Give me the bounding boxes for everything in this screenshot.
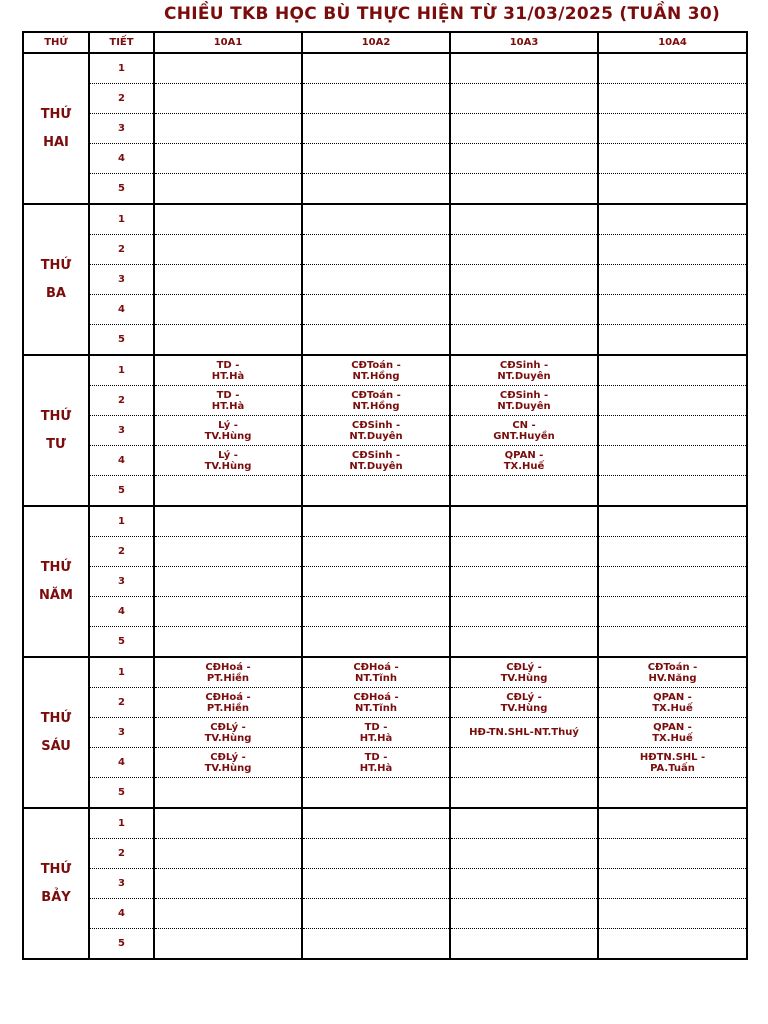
lesson-text-line: NT.Hồng [352,370,400,382]
lesson-cell-10a4 [598,476,747,507]
lesson-text-line: HĐTN.SHL - [639,751,706,763]
day-cell [23,204,89,355]
period-number: 4 [89,446,154,476]
lesson-cell-10a4 [598,355,747,386]
lesson-cell-10a1 [154,839,302,869]
lesson-cell-10a1 [154,325,302,356]
lesson-cell-10a3 [450,446,598,476]
lesson-text-line: CĐToán - [351,389,401,401]
lesson-text-line: CĐLý - [506,691,542,703]
period-number: 2 [89,688,154,718]
lesson-text-line: CĐSinh - [499,389,549,401]
table-row [23,597,747,627]
lesson-cell-10a3 [450,688,598,718]
table-row [23,355,747,386]
lesson-cell-10a4 [598,114,747,144]
lesson-text-line: TD - [364,721,388,733]
table-row [23,627,747,658]
lesson-text-line: NT.Tĩnh [355,702,397,714]
lesson-cell-10a3 [450,114,598,144]
day-label-line2: HAI [43,134,69,150]
lesson-cell-10a1 [154,778,302,809]
lesson-text-line: CĐHoá - [353,691,399,703]
table-row [23,84,747,114]
lesson-cell-10a1 [154,204,302,235]
table-row [23,174,747,205]
table-row [23,235,747,265]
lesson-cell-10a4 [598,204,747,235]
period-number: 4 [89,748,154,778]
table-row [23,748,747,778]
header-class-10a2: 10A2 [302,32,450,53]
table-row [23,114,747,144]
day-label-line1: THỨ [40,559,72,575]
lesson-cell-10a2 [302,778,450,809]
lesson-cell-10a2 [302,839,450,869]
period-number: 5 [89,778,154,809]
lesson-cell-10a3 [450,808,598,839]
lesson-text-line: TV.Hùng [204,460,252,472]
lesson-text-line: NT.Duyên [349,430,403,442]
table-row [23,144,747,174]
lesson-cell-10a1 [154,114,302,144]
lesson-cell-10a3 [450,567,598,597]
lesson-cell-10a4 [598,657,747,688]
lesson-cell-10a2 [302,657,450,688]
lesson-text-line: TV.Hùng [204,732,252,744]
period-number: 2 [89,839,154,869]
period-number: 1 [89,355,154,386]
lesson-text-line: CĐLý - [210,721,246,733]
lesson-cell-10a2 [302,114,450,144]
lesson-cell-10a2 [302,144,450,174]
lesson-cell-10a4 [598,718,747,748]
day-cell [23,808,89,959]
day-label-line2: BA [46,285,66,301]
lesson-cell-10a1 [154,688,302,718]
day-label-line1: THỨ [40,408,72,424]
day-label-line1: THỨ [40,106,72,122]
lesson-text-line: CN - [512,419,536,431]
lesson-cell-10a2 [302,84,450,114]
period-number: 5 [89,174,154,205]
lesson-cell-10a1 [154,567,302,597]
lesson-cell-10a2 [302,869,450,899]
day-label-line2: SÁU [41,738,71,754]
lesson-cell-10a1 [154,355,302,386]
lesson-text-line: HT.Hà [211,370,245,382]
lesson-cell-10a3 [450,537,598,567]
lesson-cell-10a4 [598,567,747,597]
lesson-text-line: CĐSinh - [351,419,401,431]
lesson-cell-10a2 [302,567,450,597]
lesson-cell-10a2 [302,476,450,507]
lesson-text-line: CĐSinh - [499,359,549,371]
lesson-text-line: TX.Huế [652,702,693,714]
lesson-text-line: NT.Duyên [497,370,551,382]
period-number: 1 [89,204,154,235]
lesson-text-line: TX.Huế [652,732,693,744]
period-number: 2 [89,537,154,567]
table-row [23,416,747,446]
lesson-text-line: TV.Hùng [500,672,548,684]
lesson-cell-10a4 [598,446,747,476]
header-day: THỨ [23,32,89,53]
lesson-cell-10a1 [154,929,302,960]
lesson-cell-10a2 [302,537,450,567]
period-number: 3 [89,567,154,597]
lesson-text-line: HT.Hà [359,732,393,744]
lesson-text-line: NT.Tĩnh [355,672,397,684]
table-row [23,265,747,295]
lesson-cell-10a4 [598,748,747,778]
lesson-text-line: HĐ-TN.SHL-NT.Thuý [469,727,579,738]
lesson-cell-10a3 [450,718,598,748]
lesson-cell-10a4 [598,295,747,325]
lesson-text-line: Lý - [218,419,238,431]
lesson-cell-10a1 [154,386,302,416]
header-class-10a1: 10A1 [154,32,302,53]
lesson-cell-10a3 [450,627,598,658]
table-row [23,899,747,929]
period-number: 2 [89,386,154,416]
lesson-text-line: QPAN - [653,691,692,703]
header-period: TIẾT [89,32,154,53]
lesson-cell-10a1 [154,657,302,688]
lesson-text-line: TV.Hùng [204,762,252,774]
header-class-10a4: 10A4 [598,32,747,53]
period-number: 1 [89,808,154,839]
table-row [23,657,747,688]
lesson-cell-10a2 [302,597,450,627]
lesson-text-line: TV.Hùng [500,702,548,714]
lesson-cell-10a1 [154,53,302,84]
lesson-text-line: CĐHoá - [205,691,251,703]
lesson-cell-10a4 [598,144,747,174]
lesson-cell-10a1 [154,174,302,205]
lesson-cell-10a2 [302,718,450,748]
lesson-cell-10a2 [302,295,450,325]
lesson-cell-10a1 [154,84,302,114]
lesson-text-line: TX.Huế [503,460,545,472]
lesson-cell-10a2 [302,627,450,658]
lesson-cell-10a1 [154,295,302,325]
lesson-cell-10a3 [450,53,598,84]
lesson-cell-10a1 [154,808,302,839]
lesson-cell-10a3 [450,265,598,295]
lesson-cell-10a3 [450,235,598,265]
lesson-cell-10a1 [154,144,302,174]
period-number: 3 [89,869,154,899]
lesson-cell-10a3 [450,748,598,778]
lesson-cell-10a2 [302,688,450,718]
lesson-cell-10a4 [598,537,747,567]
lesson-cell-10a2 [302,416,450,446]
period-number: 5 [89,476,154,507]
lesson-cell-10a1 [154,476,302,507]
table-row [23,506,747,537]
lesson-cell-10a3 [450,929,598,960]
lesson-cell-10a3 [450,84,598,114]
lesson-cell-10a3 [450,204,598,235]
lesson-text-line: TD - [216,359,240,371]
lesson-cell-10a3 [450,869,598,899]
lesson-cell-10a3 [450,295,598,325]
lesson-cell-10a1 [154,537,302,567]
lesson-cell-10a3 [450,174,598,205]
table-row [23,204,747,235]
lesson-text-line: TD - [364,751,388,763]
lesson-cell-10a4 [598,84,747,114]
lesson-cell-10a4 [598,174,747,205]
lesson-cell-10a1 [154,597,302,627]
lesson-text-line: PA.Tuấn [650,762,695,774]
table-row [23,567,747,597]
lesson-text-line: TV.Hùng [204,430,252,442]
period-number: 1 [89,506,154,537]
lesson-cell-10a2 [302,899,450,929]
header-class-10a3: 10A3 [450,32,598,53]
lesson-cell-10a2 [302,929,450,960]
lesson-cell-10a1 [154,899,302,929]
lesson-text-line: Lý - [218,449,238,461]
lesson-cell-10a4 [598,53,747,84]
table-row [23,718,747,748]
lesson-cell-10a1 [154,869,302,899]
lesson-cell-10a3 [450,597,598,627]
lesson-cell-10a4 [598,808,747,839]
period-number: 2 [89,235,154,265]
lesson-cell-10a3 [450,839,598,869]
lesson-cell-10a3 [450,778,598,809]
lesson-cell-10a1 [154,235,302,265]
lesson-cell-10a1 [154,506,302,537]
lesson-cell-10a1 [154,627,302,658]
lesson-cell-10a2 [302,174,450,205]
lesson-cell-10a2 [302,748,450,778]
lesson-cell-10a2 [302,325,450,356]
day-label-line2: BẢY [41,889,71,905]
lesson-cell-10a3 [450,657,598,688]
lesson-cell-10a4 [598,627,747,658]
header-row [23,32,747,53]
table-row [23,386,747,416]
lesson-cell-10a3 [450,355,598,386]
lesson-cell-10a4 [598,688,747,718]
day-cell [23,657,89,808]
period-number: 3 [89,416,154,446]
lesson-cell-10a2 [302,446,450,476]
lesson-text-line: NT.Duyên [349,460,403,472]
period-number: 5 [89,627,154,658]
lesson-text-line: PT.Hiền [206,672,250,684]
table-row [23,929,747,960]
table-row [23,446,747,476]
table-row [23,537,747,567]
period-number: 1 [89,657,154,688]
table-row [23,688,747,718]
period-number: 1 [89,53,154,84]
lesson-cell-10a2 [302,386,450,416]
lesson-cell-10a1 [154,718,302,748]
day-label-line1: THỨ [40,710,72,726]
lesson-text-line: GNT.Huyền [493,430,555,442]
period-number: 4 [89,295,154,325]
period-number: 4 [89,899,154,929]
lesson-cell-10a2 [302,808,450,839]
lesson-cell-10a4 [598,416,747,446]
lesson-cell-10a2 [302,53,450,84]
page-title: CHIỀU TKB HỌC BÙ THỰC HIỆN TỪ 31/03/2025 (TUẦN 30) [163,4,721,24]
table-row [23,808,747,839]
table-row [23,295,747,325]
lesson-text-line: HV.Năng [648,672,697,684]
lesson-cell-10a2 [302,204,450,235]
timetable [22,31,748,960]
day-label-line1: THỨ [40,257,72,273]
lesson-text-line: CĐToán - [647,661,698,673]
lesson-cell-10a3 [450,899,598,929]
lesson-text-line: CĐHoá - [353,661,399,673]
lesson-cell-10a1 [154,265,302,295]
lesson-cell-10a4 [598,506,747,537]
lesson-cell-10a4 [598,265,747,295]
day-cell [23,53,89,204]
lesson-text-line: QPAN - [504,449,544,461]
lesson-text-line: TD - [216,389,240,401]
lesson-text-line: CĐSinh - [351,449,401,461]
period-number: 3 [89,114,154,144]
lesson-cell-10a1 [154,416,302,446]
lesson-cell-10a4 [598,869,747,899]
lesson-text-line: CĐLý - [210,751,246,763]
lesson-text-line: QPAN - [653,721,692,733]
period-number: 5 [89,929,154,960]
lesson-cell-10a4 [598,899,747,929]
lesson-cell-10a4 [598,235,747,265]
timetable-body [23,53,747,959]
lesson-cell-10a3 [450,144,598,174]
day-cell [23,506,89,657]
table-row [23,53,747,84]
lesson-cell-10a4 [598,778,747,809]
table-row [23,476,747,507]
table-row [23,869,747,899]
lesson-text-line: NT.Hồng [352,400,400,412]
lesson-text-line: NT.Duyên [497,400,551,412]
table-row [23,778,747,809]
day-label-line1: THỨ [40,861,72,877]
table-row [23,839,747,869]
lesson-cell-10a1 [154,748,302,778]
period-number: 4 [89,144,154,174]
lesson-text-line: HT.Hà [211,400,245,412]
period-number: 5 [89,325,154,356]
lesson-text-line: CĐLý - [506,661,542,673]
lesson-text-line: PT.Hiền [206,702,250,714]
lesson-cell-10a3 [450,416,598,446]
period-number: 4 [89,597,154,627]
lesson-text-line: CĐToán - [351,359,401,371]
lesson-cell-10a2 [302,235,450,265]
lesson-cell-10a3 [450,386,598,416]
lesson-cell-10a2 [302,506,450,537]
lesson-text-line: CĐHoá - [205,661,251,673]
day-label-line2: NĂM [39,587,73,603]
period-number: 2 [89,84,154,114]
lesson-cell-10a3 [450,506,598,537]
lesson-text-line: HT.Hà [359,762,393,774]
period-number: 3 [89,718,154,748]
lesson-cell-10a4 [598,386,747,416]
lesson-cell-10a3 [450,325,598,356]
lesson-cell-10a4 [598,597,747,627]
lesson-cell-10a2 [302,355,450,386]
lesson-cell-10a3 [450,476,598,507]
lesson-cell-10a1 [154,446,302,476]
table-row [23,325,747,356]
day-cell [23,355,89,506]
lesson-cell-10a4 [598,839,747,869]
day-label-line2: TƯ [46,436,66,452]
lesson-cell-10a4 [598,929,747,960]
period-number: 3 [89,265,154,295]
lesson-cell-10a4 [598,325,747,356]
lesson-cell-10a2 [302,265,450,295]
